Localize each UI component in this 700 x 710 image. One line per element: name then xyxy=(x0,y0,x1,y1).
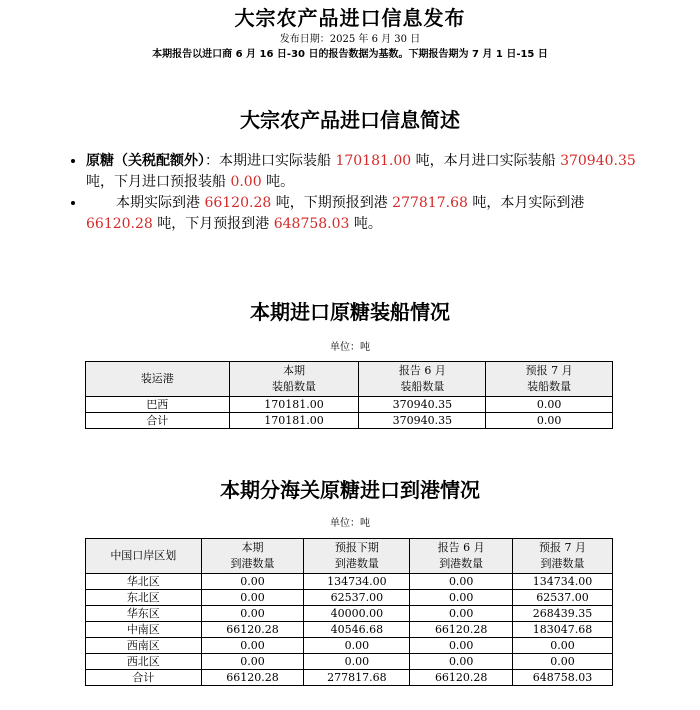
column-header: 预报 7 月 装船数量 xyxy=(486,362,613,397)
report-period-notice: 本期报告以进口商 6 月 16 日-30 日的报告数据为基数。下期报告期为 7 月 1 日-15 日 xyxy=(152,49,548,60)
summary-item-shipping: • 原糖（关税配额外）：本期进口实际装船 170181.00 吨，本月进口实际装船 370940.35 吨，下月进口预报装船 0.00 吨。 xyxy=(86,151,652,193)
arrival-unit-label: 单位：吨 xyxy=(330,518,370,529)
column-header-port: 装运港 xyxy=(86,362,230,397)
arrival-section-heading: 本期分海关原糖进口到港情况 xyxy=(220,478,480,502)
publish-date: 发布日期：2025 年 6 月 30 日 xyxy=(279,34,421,45)
page-title: 大宗农产品进口信息发布 xyxy=(234,6,466,30)
table-row-total: 合计 66120.28 277817.68 66120.28 648758.03 xyxy=(86,670,613,686)
table-header-row xyxy=(86,539,613,574)
column-header-region: 中国口岸区划 xyxy=(86,539,202,574)
value-highlight: 277817.68 xyxy=(392,195,468,211)
table-row: 中南区 66120.28 40546.68 66120.28 183047.68 xyxy=(86,622,613,638)
column-header: 预报下期 到港数量 xyxy=(304,539,410,574)
commodity-label: 原糖（关税配额外） xyxy=(86,153,205,169)
shipping-unit-label: 单位：吨 xyxy=(330,342,370,353)
value-highlight: 170181.00 xyxy=(335,153,412,169)
table-row: 华东区 0.00 40000.00 0.00 268439.35 xyxy=(86,606,613,622)
summary-heading: 大宗农产品进口信息简述 xyxy=(240,108,460,132)
table-row-total: 合计 170181.00 370940.35 0.00 xyxy=(86,413,613,429)
column-header: 本期 装船数量 xyxy=(229,362,359,397)
column-header: 预报 7 月 到港数量 xyxy=(513,539,613,574)
table-row: 巴西 170181.00 370940.35 0.00 xyxy=(86,397,613,413)
summary-item-arrival: • 本期实际到港 66120.28 吨，下期预报到港 277817.68 吨，本月实际到港 66120.28 吨，下月预报到港 648758.03 吨。 xyxy=(86,193,652,235)
table-header-row xyxy=(86,362,613,397)
table-row: 华北区 0.00 134734.00 0.00 134734.00 xyxy=(86,574,613,590)
table-row: 西北区 0.00 0.00 0.00 0.00 xyxy=(86,654,613,670)
table-row: 东北区 0.00 62537.00 0.00 62537.00 xyxy=(86,590,613,606)
value-highlight: 66120.28 xyxy=(86,216,153,232)
value-highlight: 370940.35 xyxy=(560,153,636,169)
table-row: 西南区 0.00 0.00 0.00 0.00 xyxy=(86,638,613,654)
value-highlight: 66120.28 xyxy=(204,195,272,211)
shipping-table xyxy=(85,361,613,429)
value-highlight: 0.00 xyxy=(230,174,262,190)
column-header: 本期 到港数量 xyxy=(201,539,304,574)
value-highlight: 648758.03 xyxy=(273,216,350,232)
summary-list xyxy=(62,151,652,235)
column-header: 报告 6 月 到港数量 xyxy=(410,539,513,574)
shipping-section-heading: 本期进口原糖装船情况 xyxy=(250,300,450,324)
arrival-table xyxy=(85,538,613,686)
column-header: 报告 6 月 装船数量 xyxy=(359,362,486,397)
